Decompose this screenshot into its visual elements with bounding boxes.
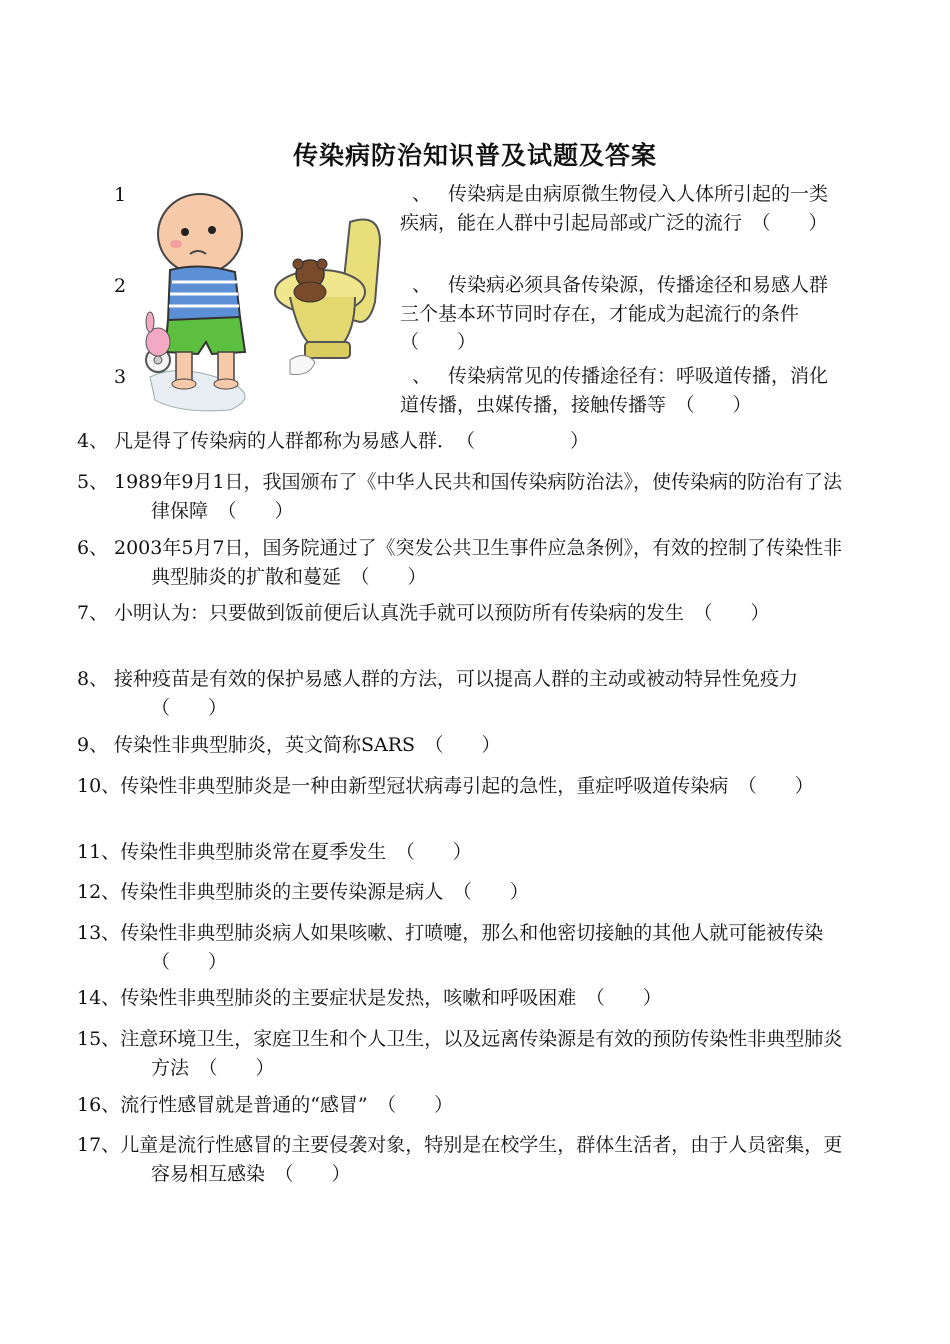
question-body: 接种疫苗是有效的保护易感人群的方法，可以提高人群的主动或被动特异性免疫力 （ ） <box>114 668 818 719</box>
question-body: 小明认为：只要做到饭前便后认真洗手就可以预防所有传染病的发生 （ ） <box>114 602 770 624</box>
question-item <box>77 838 844 867</box>
question-body: 传染病必须具备传染源，传播途径和易感人群三个基本环节同时存在，才能成为起流行的条件 （ ） <box>400 274 829 353</box>
question-body: 2003年5月7日，国务院通过了《突发公共卫生事件应急条例》，有效的控制了传染性非典型肺炎的扩散和蔓延 （ ） <box>114 537 843 588</box>
question-body: 流行性感冒就是普通的“感冒” （ ） <box>120 1094 454 1116</box>
question-body: 传染性非典型肺炎的主要症状是发热，咳嗽和呼吸困难 （ ） <box>120 987 662 1009</box>
question-body: 传染性非典型肺炎病人如果咳嗽、打喷嚏，那么和他密切接触的其他人就可能被传染 （ ） <box>120 922 843 973</box>
question-number: 1 <box>114 184 127 206</box>
child-toilet-illustration <box>140 182 390 414</box>
question-item: 4、 凡是得了传染病的人群都称为易感人群． （ ） <box>77 430 590 452</box>
question-number: 14、 <box>77 987 121 1009</box>
question-item: 9、 传染性非典型肺炎，英文简称SARS （ ） <box>77 734 501 756</box>
question-item: 5、 1989年9月1日，我国颁布了《中华人民共和国传染病防治法》，使传染病的防治有了法律保障 （ ） <box>77 471 843 522</box>
question-text <box>400 271 840 357</box>
question-number: 10、 <box>77 775 121 797</box>
question-number: 17、 <box>77 1134 121 1156</box>
question-number: 3 <box>114 366 127 388</box>
question-item <box>77 984 844 1013</box>
question-body: 注意环境卫生，家庭卫生和个人卫生，以及远离传染源是有效的预防传染性非典型肺炎方法 （ ） <box>120 1028 843 1079</box>
question-body: 凡是得了传染病的人群都称为易感人群． （ ） <box>114 430 590 452</box>
page-title: 传染病防治知识普及试题及答案 <box>292 141 657 170</box>
question-item: 8、 接种疫苗是有效的保护易感人群的方法，可以提高人群的主动或被动特异性免疫力 （ ） <box>77 668 818 719</box>
separator: 、 <box>412 274 432 296</box>
question-number: 11、 <box>77 841 121 863</box>
question-text <box>400 180 840 237</box>
question-text <box>400 362 840 419</box>
question-body: 传染性非典型肺炎是一种由新型冠状病毒引起的急性，重症呼吸道传染病 （ ） <box>120 775 814 797</box>
question-item <box>77 878 844 907</box>
question-item: 7、 小明认为：只要做到饭前便后认真洗手就可以预防所有传染病的发生 （ ） <box>77 602 770 624</box>
separator: 、 <box>412 183 432 205</box>
question-item <box>77 772 844 801</box>
question-body: 1989年9月1日，我国颁布了《中华人民共和国传染病防治法》，使传染病的防治有了法律保障 （ ） <box>114 471 843 522</box>
question-body: 传染性非典型肺炎的主要传染源是病人 （ ） <box>120 881 529 903</box>
question-item <box>77 919 844 976</box>
question-body: 传染性非典型肺炎，英文简称SARS （ ） <box>114 734 501 756</box>
question-number: 16、 <box>77 1094 121 1116</box>
question-number: 15、 <box>77 1028 121 1050</box>
question-item <box>77 1025 844 1082</box>
question-number: 12、 <box>77 881 121 903</box>
question-item <box>77 1131 844 1188</box>
question-body: 儿童是流行性感冒的主要侵袭对象，特别是在校学生，群体生活者，由于人员密集，更容易相互感染 （ ） <box>120 1134 843 1185</box>
question-item <box>77 1091 844 1120</box>
question-body: 传染病是由病原微生物侵入人体所引起的一类疾病，能在人群中引起局部或广泛的流行 （ ） <box>400 183 829 234</box>
question-body: 传染病常见的传播途径有：呼吸道传播，消化道传播，虫媒传播，接触传播等 （ ） <box>400 365 829 416</box>
separator: 、 <box>412 365 432 387</box>
question-item: 6、 2003年5月7日，国务院通过了《突发公共卫生事件应急条例》，有效的控制了传染性非典型肺炎的扩散和蔓延 （ ） <box>77 537 843 588</box>
question-number: 13、 <box>77 922 121 944</box>
question-body: 传染性非典型肺炎常在夏季发生 （ ） <box>120 841 472 863</box>
question-number: 2 <box>114 275 127 297</box>
